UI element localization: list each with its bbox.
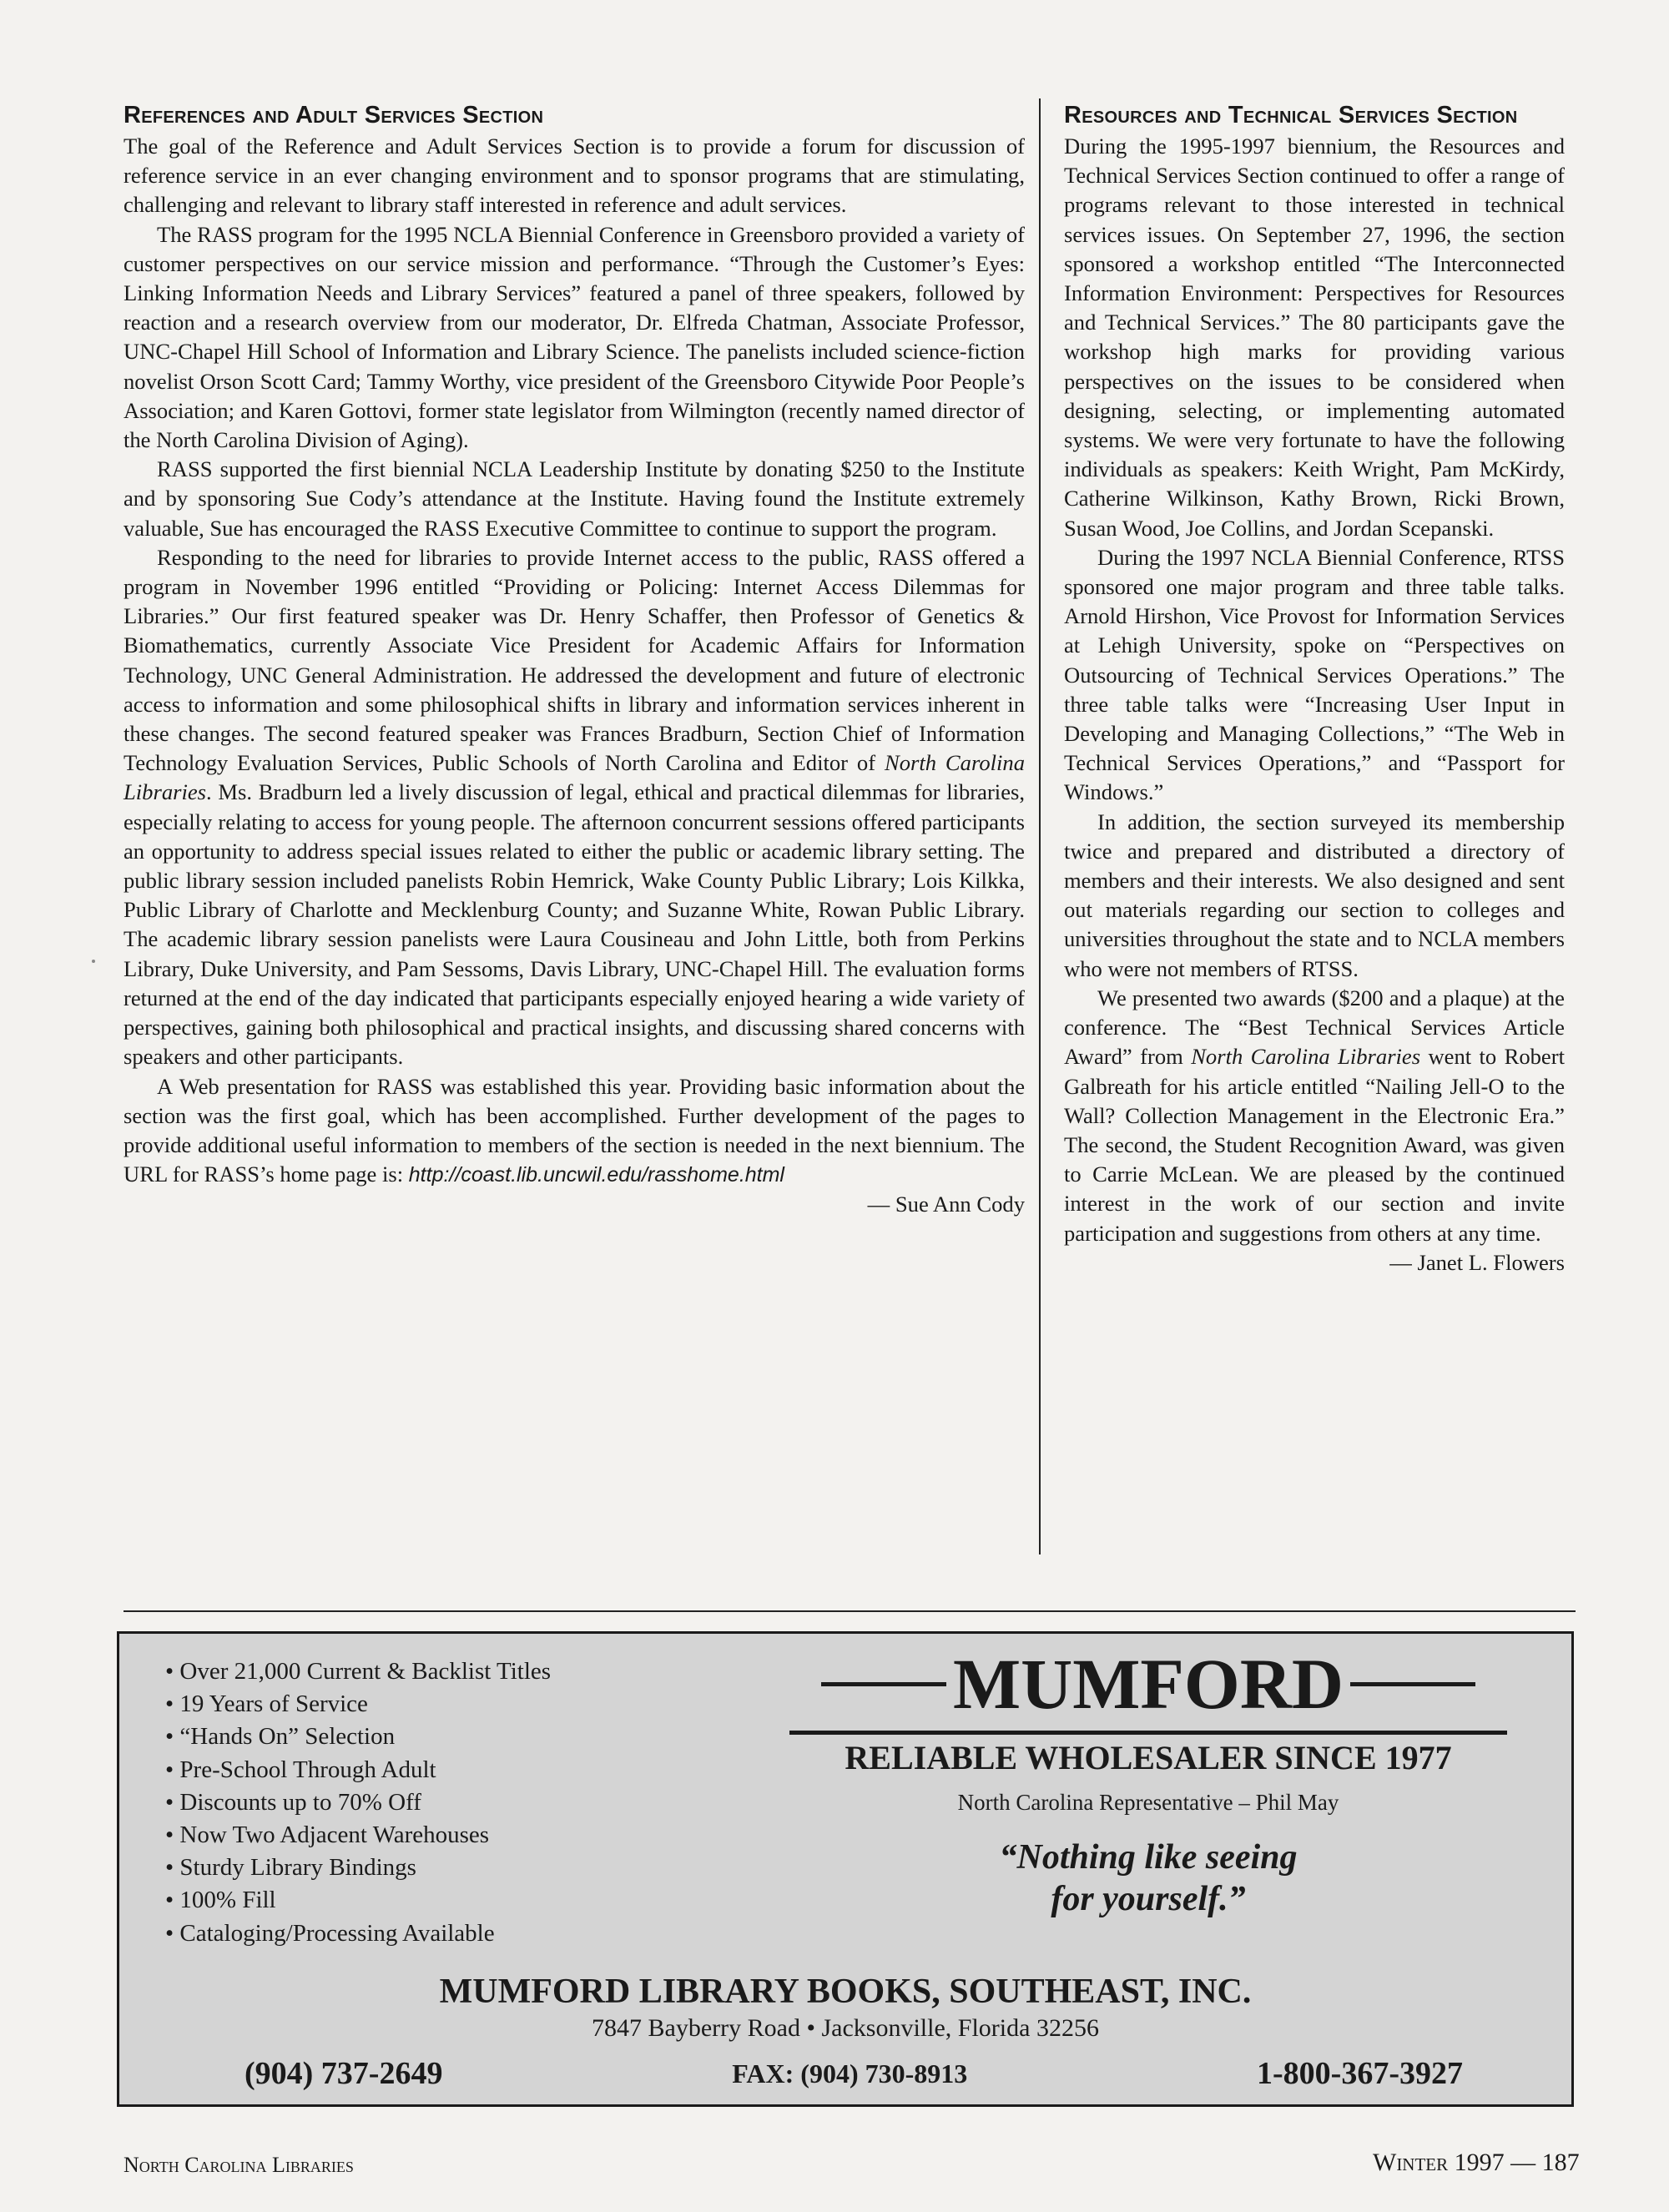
ad-brand-block bbox=[781, 1642, 1515, 1920]
ad-feature-item: • Discounts up to 70% Off bbox=[165, 1786, 551, 1819]
rass-signature: — Sue Ann Cody bbox=[867, 1192, 1025, 1217]
ad-feature-item: • “Hands On” Selection bbox=[165, 1721, 551, 1753]
ad-feature-item: • Pre-School Through Adult bbox=[165, 1754, 551, 1786]
toll-free-number: 1-800-367-3927 bbox=[1257, 2056, 1463, 2091]
ad-feature-item: • Cataloging/Processing Available bbox=[165, 1917, 551, 1950]
rass-paragraph-5 bbox=[124, 1072, 1025, 1191]
brand-name: MUMFORD bbox=[952, 1644, 1344, 1724]
footer-journal-title: North Carolina Libraries bbox=[124, 2153, 354, 2177]
fax-number: FAX: (904) 730-8913 bbox=[732, 2058, 968, 2089]
rass-paragraph-2: The RASS program for the 1995 NCLA Biennial Conference in Greensboro provided a variety of customer perspectives on our service mission and performance. “Through the Customer’s Eyes: Linking Information Needs and Library Services” featured a panel of three speakers, followed by reaction and a research overview from our moderator, Dr. Elfreda Chatman, Associate Professor, UNC-Chapel Hill School of Information and Library Science. The panelists included science-fiction novelist Orson Scott Card; Tammy Worthy, vice president of the Greensboro Citywide Poor People’s Association; and Karen Gottovi, former state legislator from Wilmington (recently named director of the North Carolina Division of Aging). bbox=[124, 221, 1025, 453]
rass-heading: References and Adult Services Section bbox=[124, 102, 544, 128]
ad-slogan bbox=[781, 1837, 1515, 1920]
brand-dash-left bbox=[821, 1682, 946, 1686]
ad-feature-item: • Now Two Adjacent Warehouses bbox=[165, 1819, 551, 1852]
rass-paragraph-4 bbox=[124, 543, 1025, 1072]
ad-feature-list bbox=[165, 1655, 551, 1950]
footer-year-page: 1997 — 187 bbox=[1454, 2149, 1580, 2176]
rass-p4-text-a: Responding to the need for libraries to provide Internet access to the public, RASS offered a program in November 1996 entitled “Providing or Policing: Internet Access Dilemmas for Libraries.” Our first featured speaker was Dr. Henry Schaffer, then Professor of Genetics & Biomathematics, currently Associate Vice President for Academic Affairs for Information Technology, UNC General Administration. He addressed the development and future of electronic access to information and some philosophical shifts in library and information services inherent in these changes. The second featured speaker was Frances Bradburn, Section Chief of Information Technology Evaluation Services, Public Schools of North Carolina and Editor of bbox=[124, 544, 1025, 776]
brand-dash-right bbox=[1350, 1682, 1475, 1686]
contact-numbers bbox=[245, 2055, 1463, 2092]
rass-p4-text-b: . Ms. Bradburn led a lively discussion of legal, ethical and practical dilemmas for libraries, especially relating to access for young people. The afternoon concurrent sessions offered participants an opportunity to address special issues related to either the public or academic library setting. The public library session included panelists Robin Hemrick, Wake County Public Library; Lois Kilkka, Public Library of Charlotte and Mecklenburg County; and Suzanne White, Rowan Public Library. The academic library session panelists were Laura Cousineau and John Little, both from Perkins Library, Duke University, and Pam Sessoms, Davis Library, UNC-Chapel Hill. The evaluation forms returned at the end of the day indicated that participants especially enjoyed hearing a wide variety of perspectives, gaining both philosophical and practical insights, and discussing shared concerns with speakers and other participants. bbox=[124, 779, 1025, 1070]
rass-home-url[interactable]: http://coast.lib.uncwil.edu/rasshome.html bbox=[408, 1163, 784, 1187]
rass-p4-journal-title: North Carolina Libraries bbox=[124, 750, 1026, 805]
rtss-paragraph-1: During the 1995-1997 biennium, the Resources and Technical Services Section continued to offer a range of programs relevant to those interested in technical services issues. On September 27, 1996, the section sponsored a workshop entitled “The Interconnected Information Environment: Perspectives for Resources and Technical Services.” The 80 participants gave the workshop high marks for providing various perspectives on the issues to be considered when designing, selecting, or implementing automated systems. We were very fortunate to have the following individuals as speakers: Keith Wright, Pam McKirdy, Catherine Wilkinson, Kathy Brown, Ricki Brown, Susan Wood, Joe Collins, and Jordan Scepanski. bbox=[1064, 134, 1565, 541]
sales-representative: North Carolina Representative – Phil May bbox=[957, 1790, 1339, 1815]
rtss-paragraph-3: In addition, the section surveyed its membership twice and prepared and distributed a directory of members and their interests. We also designed and sent out materials regarding our section to colleges and universities throughout the state and to NCLA members who were not members of RTSS. bbox=[1064, 809, 1565, 981]
mumford-advertisement bbox=[117, 1631, 1574, 2107]
rtss-p4-text-b: went to Robert Galbreath for his article entitled “Nailing Jell-O to the Wall? Collection Management in the Electronic Era.” The second, the Student Recognition Award, was given to Carrie McLean. We are pleased by the continued interest in the work of our section and invite participation and suggestions from others at any time. bbox=[1064, 1044, 1565, 1246]
phone-number: (904) 737-2649 bbox=[245, 2056, 443, 2091]
rtss-p4-text-a: We presented two awards ($200 and a plaque) at the conference. The “Best Technical Services Article Award” from bbox=[1064, 985, 1565, 1070]
rtss-signature: — Janet L. Flowers bbox=[1389, 1249, 1565, 1275]
footer-issue-page bbox=[1373, 2149, 1580, 2177]
rtss-paragraph-4 bbox=[1064, 984, 1565, 1248]
rtss-p4-journal-title: North Carolina Libraries bbox=[1191, 1044, 1421, 1070]
rtss-heading: Resources and Technical Services Section bbox=[1064, 102, 1518, 128]
ad-feature-item: • Over 21,000 Current & Backlist Titles bbox=[165, 1655, 551, 1688]
ad-separator-rule bbox=[124, 1610, 1576, 1612]
rass-article bbox=[124, 100, 1025, 1220]
rass-paragraph-1: The goal of the Reference and Adult Services Section is to provide a forum for discussion of reference service in an ever changing environment and to sponsor programs that are stimulating, challenging and relevant to library staff interested in reference and adult services. bbox=[124, 134, 1025, 218]
rass-paragraph-3: RASS supported the first biennial NCLA Leadership Institute by donating $250 to the Institute and by sponsoring Sue Cody’s attendance at the Institute. Having found the Institute extremely valuable, Sue has encouraged the RASS Executive Committee to continue to support the program. bbox=[124, 456, 1025, 541]
rass-p5-text: A Web presentation for RASS was established this year. Providing basic information about the section was the first goal, which has been accomplished. Further development of the pages to provide additional useful information to members of the section is needed in the next biennium. The URL for RASS’s home page is: bbox=[124, 1073, 1025, 1187]
company-name: MUMFORD LIBRARY BOOKS, SOUTHEAST, INC. bbox=[439, 1973, 1252, 2011]
rtss-article bbox=[1064, 100, 1565, 1277]
ad-feature-item: • 100% Fill bbox=[165, 1884, 551, 1917]
company-address: 7847 Bayberry Road • Jacksonville, Florida 32256 bbox=[592, 2014, 1099, 2042]
ad-feature-item: • Sturdy Library Bindings bbox=[165, 1852, 551, 1884]
brand-logo bbox=[781, 1642, 1515, 1726]
column-divider bbox=[1039, 98, 1041, 1554]
rtss-paragraph-2: During the 1997 NCLA Biennial Conference, RTSS sponsored one major program and three table talks. Arnold Hirshon, Vice Provost for Information Services at Lehigh University, spoke on “Perspectives on Outsourcing of Technical Services Operations.” The three table talks were “Increasing User Input in Developing and Managing Collections,” “The Web in Technical Services Operations,” and “Passport for Windows.” bbox=[1064, 544, 1565, 805]
margin-speck bbox=[92, 960, 95, 963]
footer-season: Winter bbox=[1373, 2149, 1449, 2176]
ad-feature-item: • 19 Years of Service bbox=[165, 1688, 551, 1721]
slogan-line-1: “Nothing like seeing bbox=[999, 1838, 1298, 1877]
brand-tagline: RELIABLE WHOLESALER SINCE 1977 bbox=[789, 1731, 1507, 1778]
slogan-line-2: for yourself.” bbox=[1051, 1880, 1246, 1918]
